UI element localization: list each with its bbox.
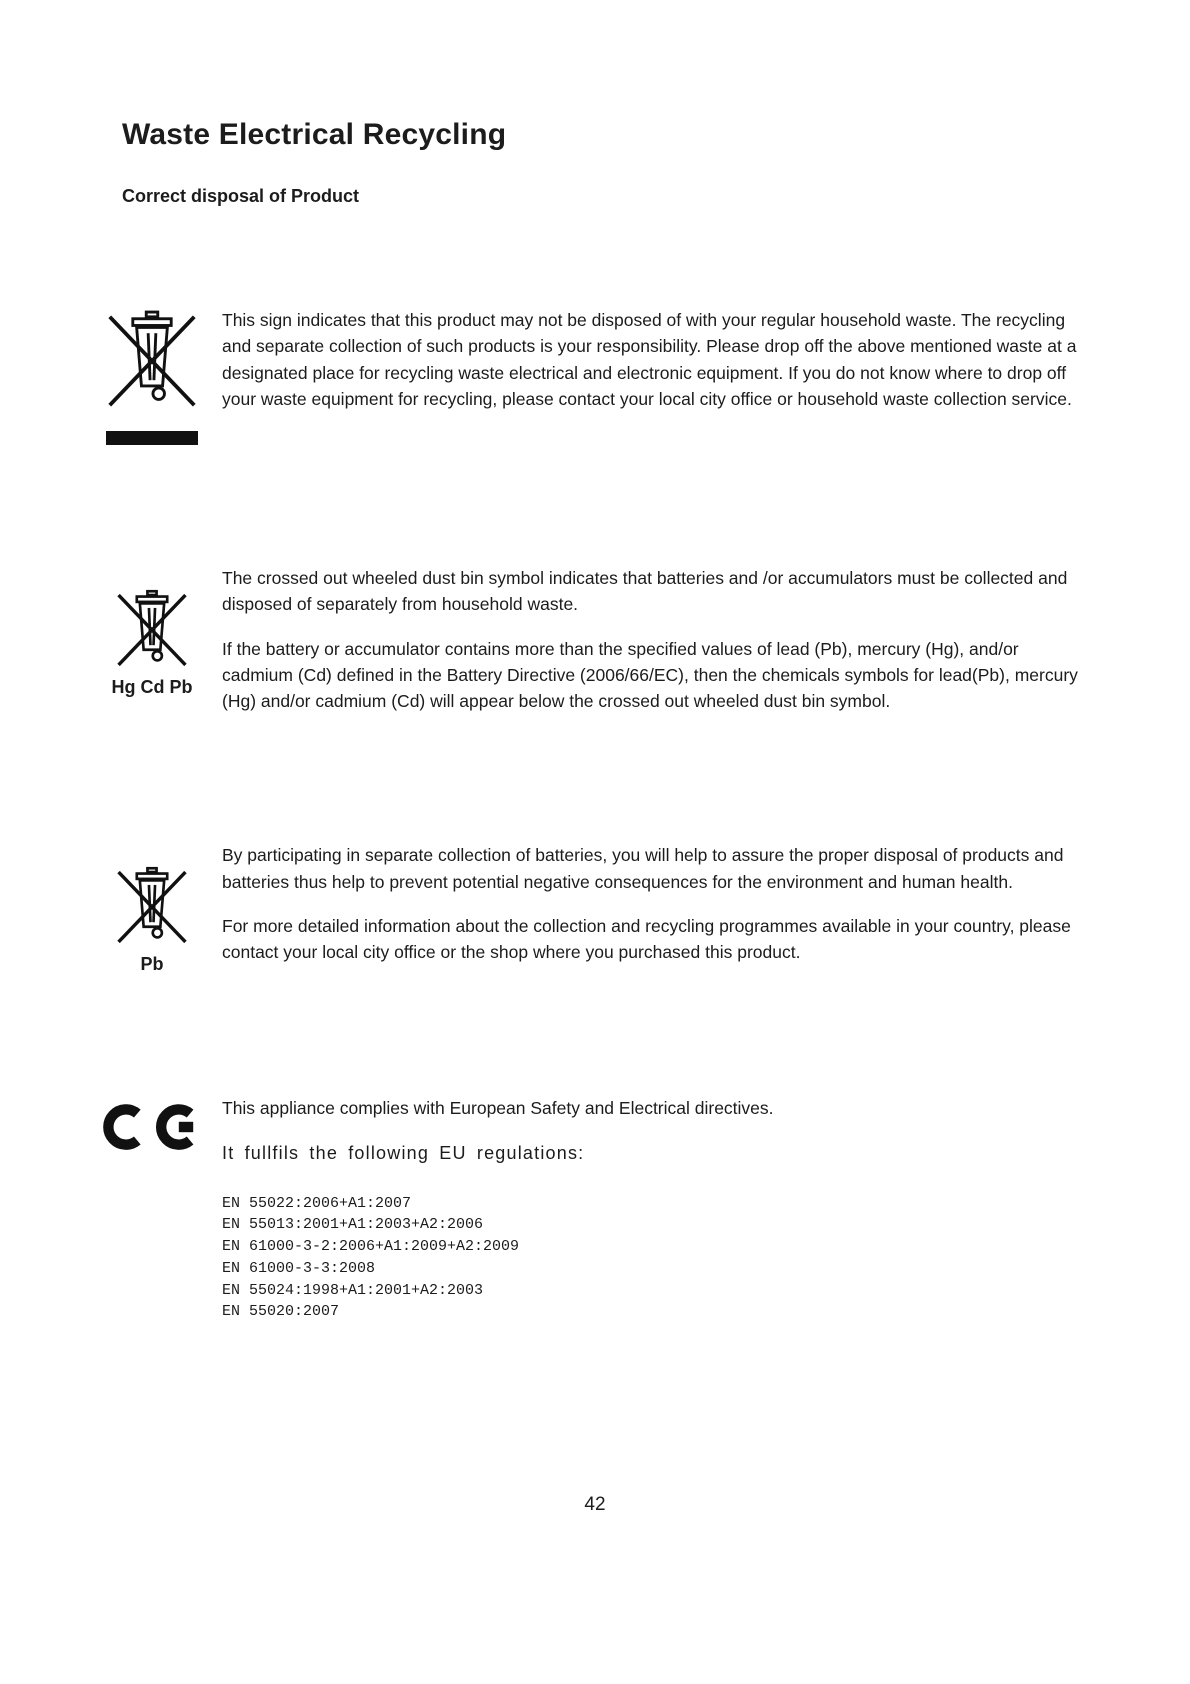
battery-crossed-bin-icon — [114, 587, 190, 673]
page-title: Waste Electrical Recycling — [122, 118, 507, 151]
regulation-item: EN 55020:2007 — [222, 1303, 340, 1321]
regulation-item: EN 55024:1998+A1:2001+A2:2003 — [222, 1281, 484, 1299]
section-battery-hgcdpb — [111, 565, 1080, 714]
battery-paragraph: By participating in separate collection of batteries, you will help to assure the proper disposal of products and batteries thus help to prevent potential negative consequences for the environment and human health. — [222, 845, 1064, 892]
battery-icon-column-hgcdpb — [102, 587, 202, 698]
battery-paragraph: For more detailed information about the collection and recycling programmes available in your country, please contact your local city office or the shop where you purchased this product. — [222, 915, 1071, 962]
regulation-item: EN 61000-3-3:2008 — [222, 1259, 376, 1277]
regulation-item: EN 61000-3-2:2006+A1:2009+A2:2009 — [222, 1238, 520, 1255]
section-battery-pb — [122, 842, 1080, 975]
page-number: 42 — [584, 1494, 606, 1515]
weee-paragraph: This sign indicates that this product may not be disposed of with your regular household waste. The recycling and separate collection of such products is your responsibility. Please drop off the above mentioned waste at a designated place for recycling waste electrical and electronic equipment. If you do not know where to drop off your waste equipment for recycling, please contact your local city office or household waste collection service. — [222, 310, 1077, 409]
battery-paragraph: If the battery or accumulator contains more than the specified values of lead (Pb), mercury (Hg), and/or cadmium (Cd) defined in the Battery Directive (2006/66/EC), then the chemicals symbols for lead(Pb), mercury (Hg) and/or cadmium (Cd) will appear below the crossed out wheeled dust bin symbol. — [222, 638, 1078, 711]
battery-paragraph: The crossed out wheeled dust bin symbol indicates that batteries and /or accumulators must be collected and disposed of separately from household waste. — [222, 568, 1068, 615]
battery-crossed-bin-icon — [114, 864, 190, 950]
page-subtitle: Correct disposal of Product — [122, 186, 360, 206]
eu-regulations-list — [222, 1193, 1080, 1324]
ce-icon-column — [102, 1099, 202, 1160]
chemical-symbols-label: Hg Cd Pb — [111, 677, 193, 697]
chemical-symbols-label: Pb — [140, 954, 164, 975]
battery-icon-column-pb — [102, 864, 202, 975]
separate-collection-bar — [106, 431, 198, 445]
section-weee — [122, 307, 1080, 445]
regulation-item: EN 55013:2001+A1:2003+A2:2006 — [222, 1216, 484, 1234]
section-ce-compliance — [122, 1095, 1080, 1323]
regulation-item: EN 55022:2006+A1:2007 — [222, 1194, 412, 1212]
weee-icon-column — [102, 307, 202, 445]
ce-mark-icon — [102, 1099, 214, 1155]
ce-regulations-intro: It fullfils the following EU regulations: — [222, 1142, 585, 1163]
ce-compliance-text: This appliance complies with European Safety and Electrical directives. — [222, 1098, 774, 1119]
weee-crossed-bin-icon — [104, 307, 200, 415]
